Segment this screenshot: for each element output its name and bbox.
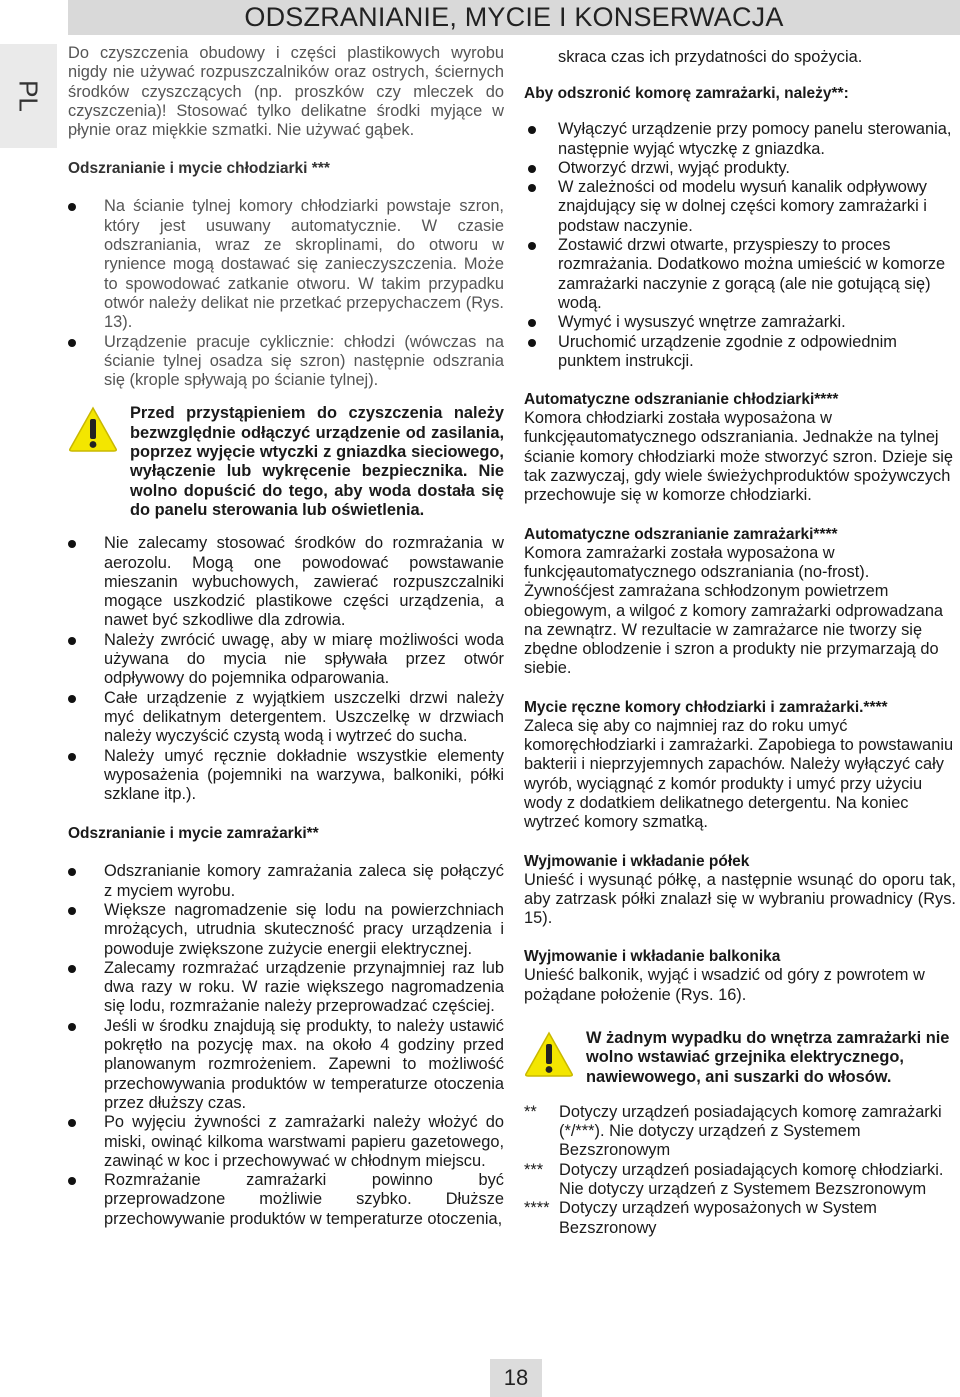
- balcony-heading: Wyjmowanie i wkładanie balkonika: [524, 948, 781, 966]
- cleaning-warning: [68, 404, 504, 520]
- bullet-dot-icon: [68, 907, 76, 915]
- shelves-text: Unieść i wysunąć półkę, a następnie wsunąć do oporu tak, aby zatrzask półki znalazł się w wybraniu prowadnicy (Rys. 15).: [524, 870, 956, 928]
- bullet-dot-icon: [68, 540, 76, 548]
- list-item: Otworzyć drzwi, wyjąć produkty.: [524, 159, 956, 178]
- fridge-defrost-heading: Odszranianie i mycie chłodziarki ***: [68, 160, 330, 178]
- language-label: PL: [13, 80, 44, 112]
- bullet-dot-icon: [528, 319, 536, 327]
- bullet-dot-icon: [68, 1023, 76, 1031]
- balcony-text: Unieść balkonik, wyjąć i wsadzić od góry z powrotem w pożądane położenie (Rys. 16).: [524, 966, 925, 1004]
- list-item: Rozmrażanie zamrażarki powinno być przeprowadzone możliwie szybko. Dłuższe przechowywanie produktów w temperaturze otoczenia,: [68, 1171, 504, 1229]
- warning-text: Przed przystąpieniem do czyszczenia należy bezwzględnie odłączyć urządzenie od zasilania, poprzez wyjęcie wtyczki z gniazdka sieciowego, wyłączenie lub wykręcenie bezpiecznika. Nie wolno dopuścić do tego, aby woda dostała się do panelu sterowania lub oświetlenia.: [130, 404, 504, 519]
- continuation-text: skraca czas ich przydatności do spożycia.: [558, 48, 863, 66]
- list-item: Wymyć i wysuszyć wnętrze zamrażarki.: [524, 313, 956, 332]
- auto-freezer-heading: Automatyczne odszranianie zamrażarki****: [524, 525, 838, 543]
- bullet-dot-icon: [68, 753, 76, 761]
- list-item: Jeśli w środku znajdują się produkty, to należy ustawić pokrętło na pozycję max. na około 4 godziny przed planowanym rozmrożeniem. Zapewni to możliwość przechowywania produktów w temperaturze otoczenia przez dłuższy czas.: [68, 1017, 504, 1113]
- language-tab: [0, 44, 57, 148]
- bullet-dot-icon: [528, 242, 536, 250]
- freezer-procedure-list: [524, 120, 956, 371]
- list-item: Nie zalecamy stosować środków do rozmrażania w aerozolu. Mogą one powodować powstawanie mieszanin wybuchowych, zawierać rozpuszczalniki mogące uszkodzić plastikowe części urządzenia, a nawet być szkodliwe dla zdrowia.: [68, 534, 504, 630]
- list-item: Należy zwrócić uwagę, aby w miarę możliwości woda używana do mycia nie spływała przez otwór odpływowy do pojemnika odparowania.: [68, 631, 504, 689]
- footnote: **** Dotyczy urządzeń wyposażonych w System Bezszronowy: [524, 1199, 877, 1237]
- bullet-dot-icon: [68, 203, 76, 211]
- manual-cleaning-text: Zaleca się aby co najmniej raz do roku umyć komoręchłodziarki i zamrażarki. Zapobiega to powstawaniu bakterii i nieprzyjemnych zapachów. Należy wyłączyć cały wyrób, wyciągnąć z komór produkty i umyć przy użyciu wody z dodatkiem delikatnego detergentu. Na koniec wytrzeć komory szmatką.: [524, 716, 954, 832]
- list-item: W zależności od modelu wysuń kanalik odpływowy znajdujący się w dolnej części komory zamrażarki i podstaw naczynie.: [524, 178, 956, 236]
- list-item: Urządzenie pracuje cyklicznie: chłodzi (wówczas na ścianie tylnej osadza się szron) następnie odszrania się (krople spływają po ścianie tylnej).: [68, 333, 504, 391]
- heater-warning: [524, 1029, 956, 1087]
- fridge-defrost-list: [68, 197, 504, 390]
- list-item: Uruchomić urządzenie zgodnie z odpowiednim punktem instrukcji.: [524, 333, 956, 372]
- list-item: Wyłączyć urządzenie przy pomocy panelu sterowania, następnie wyjąć wtyczkę z gniazdka.: [524, 120, 956, 159]
- list-item: Całe urządzenie z wyjątkiem uszczelki drzwi należy myć delikatnym detergentem. Uszczelkę w drzwiach należy wyczyścić czystą wodą i wytrzeć do sucha.: [68, 689, 504, 747]
- bullet-dot-icon: [528, 184, 536, 192]
- auto-freezer-text: Komora zamrażarki została wyposażona w funkcjęautomatycznego odszraniania (no-frost). Żywnośćjest zamrażana schłodzonym powietrzem obiegowym, a wilgoć z komory zamrażarki odprowadzana na zewnątrz. W rezultacie w zamrażarce nie tworzy się zbędne oblodzenie i szron a produkty nie przymarzają do siebie.: [524, 543, 944, 678]
- right-column: [524, 48, 956, 1238]
- list-item: Zalecamy rozmrażać urządzenie przynajmniej raz lub dwa razy w roku. W razie większego nagromadzenia się lodu, rozmrażanie należy przeprowadzać częściej.: [68, 959, 504, 1017]
- footnote: ** Dotyczy urządzeń posiadających komorę zamrażarki (*/***). Nie dotyczy urządzeń z Systemem Bezszronowym: [524, 1102, 942, 1160]
- bullet-dot-icon: [68, 1119, 76, 1127]
- list-item: Zostawić drzwi otwarte, przyspieszy to proces rozmrażania. Dodatkowo można umieścić w komorze zamrażarki naczynie z gorącą (ale nie gotującą się) wodą.: [524, 236, 956, 313]
- bullet-dot-icon: [68, 868, 76, 876]
- intro-paragraph: Do czyszczenia obudowy i części plastikowych wyrobu nigdy nie używać rozpuszczalników oraz ostrych, ściernych środków czyszczących (np. proszków czy mleczek do czyszczenia)! Stosować tylko delikatne środki myjące w płynie oraz miękkie szmatki. Nie używać gąbek.: [68, 44, 504, 140]
- bullet-dot-icon: [528, 126, 536, 134]
- freezer-procedure-heading: Aby odszronić komorę zamrażarki, należy**:: [524, 85, 849, 103]
- footnote: *** Dotyczy urządzeń posiadających komorę chłodziarki. Nie dotyczy urządzeń z Systemem Bezszronowym: [524, 1160, 944, 1199]
- header-bar: [68, 0, 960, 35]
- footnotes-list: [524, 1103, 956, 1238]
- bullet-dot-icon: [68, 695, 76, 703]
- general-cleaning-list: [68, 534, 504, 804]
- list-item: Na ścianie tylnej komory chłodziarki powstaje szron, który jest usuwany automatycznie. W czasie odszraniania, wraz ze skroplinami, do otworu w rynience mogą dostawać się zanieczyszczenia. Może to spowodować zatkanie otworu. W takim przypadku otwór należy delikat nie przetkać przepychaczem (Rys. 13).: [68, 197, 504, 332]
- page-title: ODSZRANIANIE, MYCIE I KONSERWACJA: [244, 2, 784, 32]
- bullet-dot-icon: [528, 165, 536, 173]
- freezer-defrost-heading: Odszranianie i mycie zamrażarki**: [68, 825, 319, 843]
- list-item: Po wyjęciu żywności z zamrażarki należy włożyć do miski, owinąć kilkoma warstwami papieru gazetowego, zawinąć w koc i przechowywać w chłodnym miejscu.: [68, 1113, 504, 1171]
- list-item: Większe nagromadzenie się lodu na powierzchniach mrożących, utrudnia skuteczność pracy urządzenia i powoduje zwiększone zużycie energii elektrycznej.: [68, 901, 504, 959]
- auto-fridge-heading: Automatyczne odszranianie chłodziarki****: [524, 391, 839, 409]
- list-item: Należy umyć ręcznie dokładnie wszystkie elementy wyposażenia (pojemniki na warzywa, balkoniki, półki szklane itp.).: [68, 747, 504, 805]
- page-number: 18: [490, 1359, 542, 1397]
- bullet-dot-icon: [68, 339, 76, 347]
- manual-cleaning-heading: Mycie ręczne komory chłodziarki i zamrażarki.****: [524, 698, 888, 716]
- left-column: [68, 44, 504, 1229]
- bullet-dot-icon: [68, 1177, 76, 1185]
- bullet-dot-icon: [68, 965, 76, 973]
- auto-fridge-text: Komora chłodziarki została wyposażona w funkcjęautomatycznego odszraniania. Jednakże na tylnej ścianie komory chłodziarki może stworzyć szron. Dzieje się tak zazwyczaj, gdy wiele świeżychproduktów spożywczych przechowuje się w komorze chłodziarki.: [524, 409, 954, 505]
- shelves-heading: Wyjmowanie i wkładanie półek: [524, 852, 750, 870]
- freezer-defrost-list: [68, 862, 504, 1229]
- warning-text: W żadnym wypadku do wnętrza zamrażarki nie wolno wstawiać grzejnika elektrycznego, nawiewowego, ani suszarki do włosów.: [586, 1028, 950, 1086]
- bullet-dot-icon: [68, 637, 76, 645]
- list-item: Odszranianie komory zamrażania zaleca się połączyć z myciem wyrobu.: [68, 862, 504, 901]
- warning-triangle-icon: [68, 406, 118, 452]
- bullet-dot-icon: [528, 339, 536, 347]
- warning-triangle-icon: [524, 1031, 574, 1077]
